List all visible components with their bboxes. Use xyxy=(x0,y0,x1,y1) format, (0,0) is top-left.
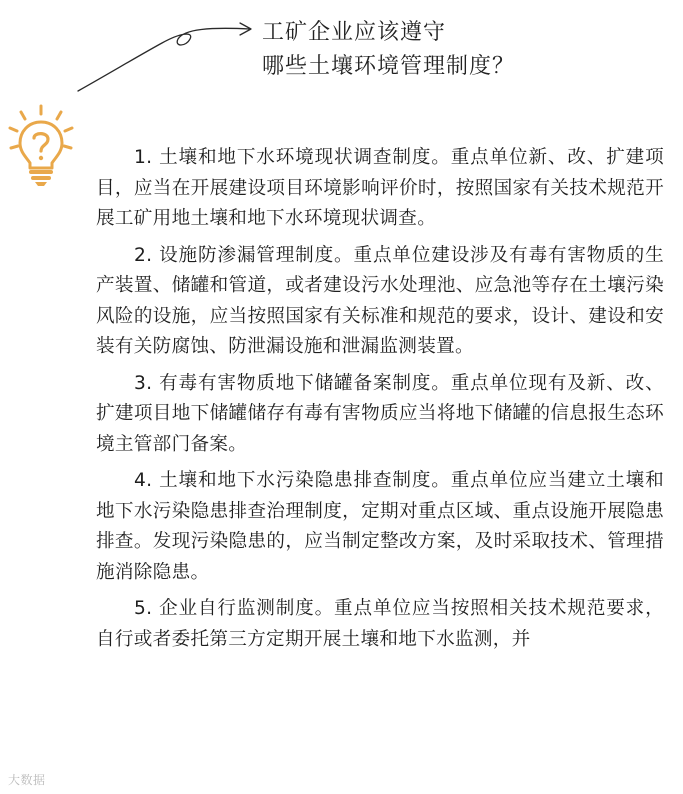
page-title xyxy=(262,16,515,84)
article-body xyxy=(96,143,664,661)
paragraph-5: 5. 企业自行监测制度。重点单位应当按照相关技术规范要求，自行或者委托第三方定期开展土壤和地下水监测，并 xyxy=(96,598,664,650)
paragraph-4: 4. 土壤和地下水污染隐患排查制度。重点单位应当建立土壤和地下水污染隐患排查治理制度，定期对重点区域、重点设施开展隐患排查。发现污染隐患的，应当制定整改方案，及时采取技术、管理措施消除隐患。 xyxy=(96,470,664,583)
title-line-2: 哪些土壤环境管理制度？ xyxy=(262,54,516,79)
paragraph-3: 3. 有毒有害物质地下储罐备案制度。重点单位现有及新、改、扩建项目地下储罐储存有毒有害物质应当将地下储罐的信息报生态环境主管部门备案。 xyxy=(96,372,664,455)
watermark xyxy=(8,771,46,788)
paragraph-2: 2. 设施防渗漏管理制度。重点单位建设涉及有毒有害物质的生产装置、储罐和管道，或者建设污水处理池、应急池等存在土壤污染风险的设施，应当按照国家有关标准和规范的要求，设计、建设和安装有关防腐蚀、防泄漏设施和泄漏监测装置。 xyxy=(96,244,664,357)
paragraph-1: 1. 土壤和地下水环境现状调查制度。重点单位新、改、扩建项目，应当在开展建设项目环境影响评价时，按照国家有关技术规范开展工矿用地土壤和地下水环境现状调查。 xyxy=(96,147,664,229)
watermark-text: 大数据 xyxy=(8,773,46,787)
title-line-1: 工矿企业应该遵守 xyxy=(262,20,447,45)
question-lightbulb-icon xyxy=(6,104,76,190)
curly-arrow-icon xyxy=(70,15,255,100)
